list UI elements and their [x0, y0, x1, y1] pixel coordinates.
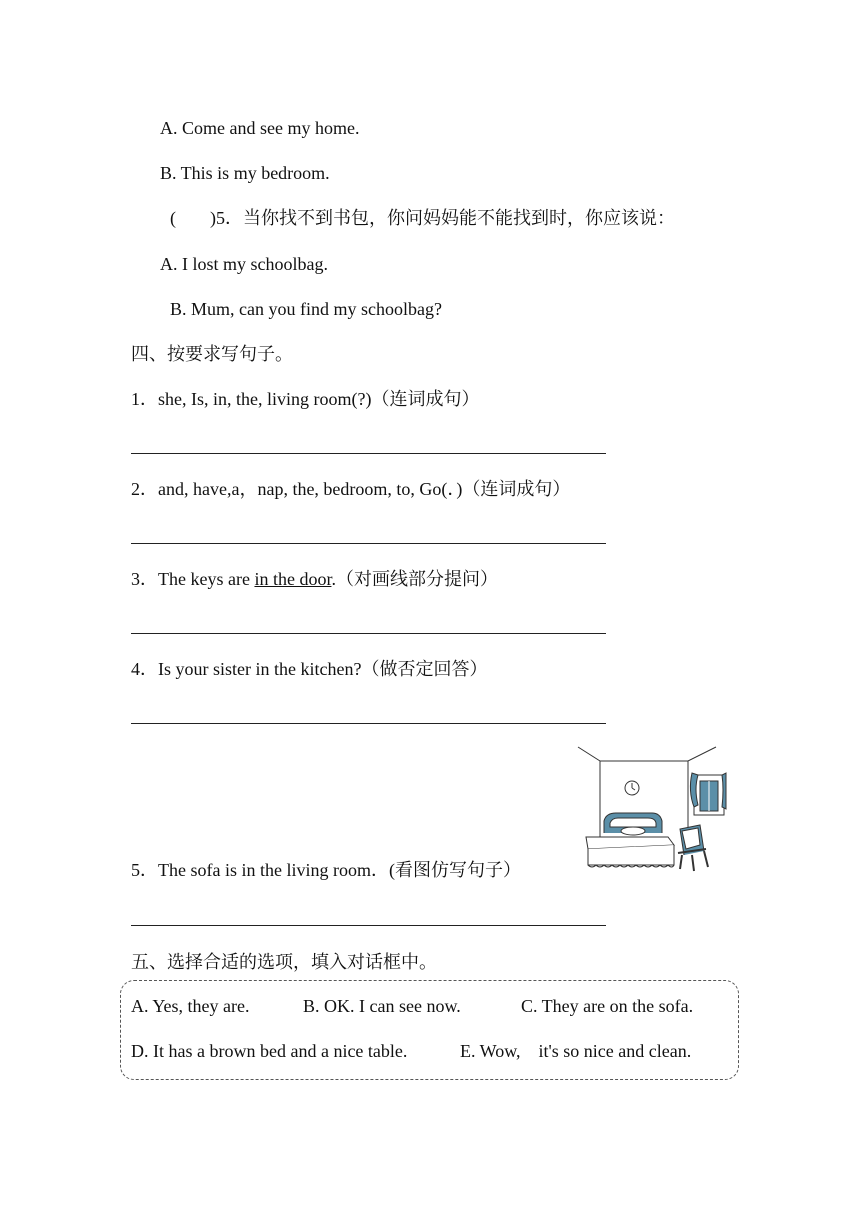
answer-line-4[interactable]	[131, 723, 606, 724]
section-4-heading: 四、按要求写句子。	[131, 344, 293, 364]
item-5: 5．The sofa is in the living room．(看图仿写句子）	[131, 860, 521, 880]
option-5b: B. Mum, can you find my schoolbag?	[170, 299, 442, 319]
bedroom-illustration-icon	[576, 745, 728, 873]
item-3-underlined: in the door	[254, 569, 332, 589]
question-5	[170, 206, 675, 230]
item-1: 1．she, Is, in, the, living room(?)（连词成句）	[131, 389, 480, 409]
option-4a: A. Come and see my home.	[160, 118, 360, 138]
answer-line-3[interactable]	[131, 633, 606, 634]
option-5a: A. I lost my schoolbag.	[160, 254, 328, 274]
options-box	[120, 980, 739, 1080]
answer-line-5[interactable]	[131, 925, 606, 926]
item-2: 2．and, have,a，nap, the, bedroom, to, Go(．)（连词成句）	[131, 479, 571, 499]
section-5-heading: 五、选择合适的选项，填入对话框中。	[131, 952, 437, 972]
item-4: 4．Is your sister in the kitchen?（做否定回答）	[131, 659, 488, 679]
option-e: E. Wow, it's so nice and clean.	[460, 1041, 692, 1061]
option-a: A. Yes, they are.	[131, 996, 250, 1016]
question-5-text: )5．当你找不到书包，你问妈妈能不能找到时，你应该说：	[210, 208, 675, 228]
option-b: B. OK. I can see now.	[303, 996, 461, 1016]
option-c: C. They are on the sofa.	[521, 996, 694, 1016]
option-d: D. It has a brown bed and a nice table.	[131, 1041, 408, 1061]
answer-paren-open: (	[170, 208, 176, 228]
answer-line-1[interactable]	[131, 453, 606, 454]
answer-line-2[interactable]	[131, 543, 606, 544]
item-3	[131, 567, 498, 591]
item-3-post: .（对画线部分提问）	[331, 569, 498, 589]
option-4b: B. This is my bedroom.	[160, 163, 330, 183]
item-3-pre: 3．The keys are	[131, 569, 255, 589]
